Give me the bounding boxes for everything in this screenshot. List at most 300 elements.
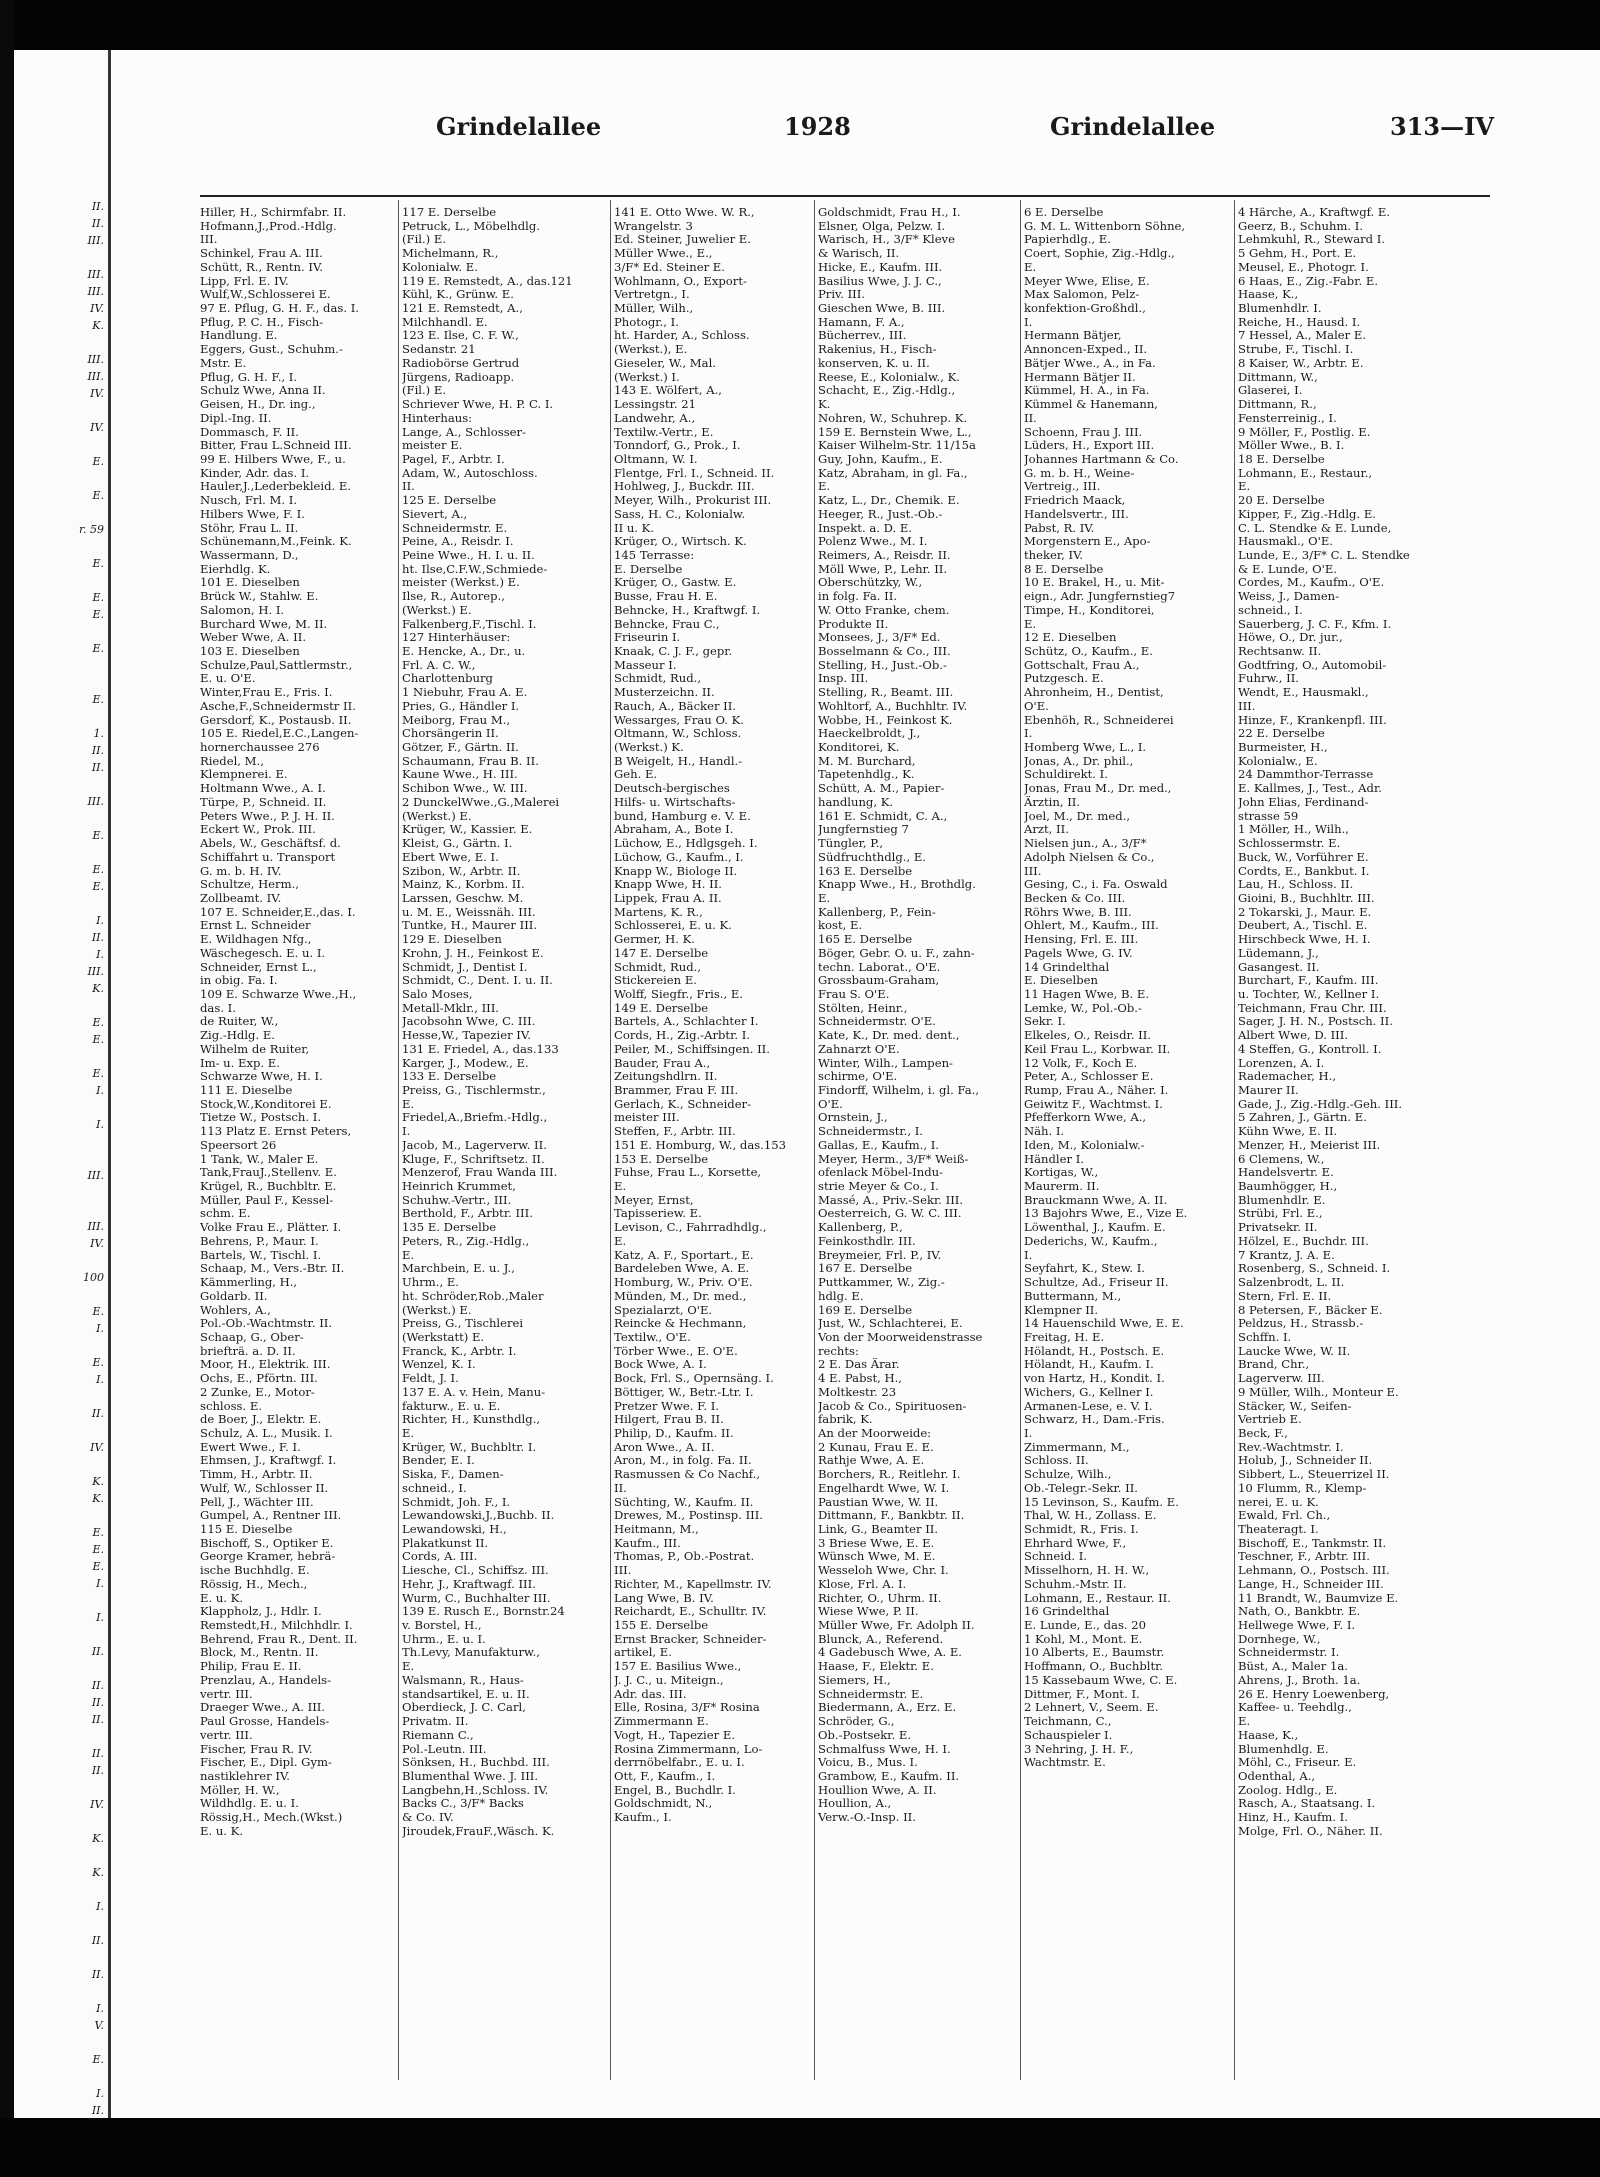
directory-entry: Schuldirekt. I. bbox=[1024, 768, 1108, 782]
prev-page-fragment: I. bbox=[96, 1577, 104, 1590]
directory-entry: Hiller, H., Schirmfabr. II. bbox=[200, 206, 347, 219]
prev-page-fragment: I. bbox=[96, 914, 104, 927]
directory-entry: in obig. Fa. I. bbox=[200, 974, 278, 988]
directory-entry: Rademacher, H., bbox=[1238, 1070, 1337, 1084]
directory-entry: Schneid. I. bbox=[1024, 1550, 1087, 1564]
prev-page-fragment: I. bbox=[96, 1611, 104, 1624]
directory-entry: Adam, W., Autoschloss. bbox=[402, 466, 538, 480]
directory-entry: Pflug, P. C. H., Fisch- bbox=[200, 315, 324, 329]
directory-entry: Fischer, Frau R. IV. bbox=[200, 1742, 313, 1756]
directory-entry: Ewert Wwe., F. I. bbox=[200, 1440, 301, 1454]
directory-entry: M. M. Burchard, bbox=[818, 754, 916, 768]
directory-entry: Schaap, M., Vers.-Btr. II. bbox=[200, 1262, 345, 1276]
directory-entry: Schffn. I. bbox=[1238, 1330, 1292, 1344]
directory-entry: Bücherrev., III. bbox=[818, 329, 907, 343]
directory-entry: Winter,Frau E., Fris. I. bbox=[200, 686, 333, 700]
directory-entry: Becken & Co. III. bbox=[1024, 891, 1126, 905]
directory-entry: 103 E. Dieselben bbox=[200, 645, 300, 658]
directory-entry: Dommasch, F. II. bbox=[200, 425, 299, 439]
directory-entry: schneid., I. bbox=[402, 1481, 467, 1495]
directory-entry: Rasch, A., Staatsang. I. bbox=[1238, 1797, 1376, 1811]
directory-entry: Lohmann, E., Restaur., bbox=[1238, 466, 1373, 480]
column-5 bbox=[1024, 206, 1222, 2086]
directory-entry: Timpe, H., Konditorei, bbox=[1024, 603, 1155, 617]
directory-entry: Eckert W., Prok. III. bbox=[200, 823, 316, 837]
directory-entry: Wrangelstr. 3 bbox=[614, 219, 693, 233]
directory-entry: (Fil.) E. bbox=[402, 384, 447, 398]
directory-entry: (Werkstatt) E. bbox=[402, 1330, 485, 1344]
prev-page-fragment: II. bbox=[91, 1696, 104, 1709]
directory-entry: III. bbox=[614, 1564, 632, 1578]
prev-page-fragment: II. bbox=[91, 2104, 104, 2117]
directory-entry: Privatm. II. bbox=[402, 1715, 469, 1729]
directory-entry: Wohlers, A., bbox=[200, 1303, 271, 1317]
directory-entry: 2 Tokarski, J., Maur. E. bbox=[1238, 905, 1372, 919]
directory-entry: Buck, W., Vorführer E. bbox=[1238, 850, 1369, 864]
directory-entry: 161 E. Schmidt, C. A., bbox=[818, 809, 948, 823]
directory-entry: Mstr. E. bbox=[200, 356, 247, 370]
directory-entry: Dittmer, F., Mont. I. bbox=[1024, 1687, 1140, 1701]
directory-entry: Lüders, H., Export III. bbox=[1024, 439, 1155, 453]
directory-entry: Armanen-Lese, e. V. I. bbox=[1024, 1399, 1153, 1413]
directory-entry: Seyfahrt, K., Stew. I. bbox=[1024, 1262, 1145, 1276]
directory-entry: Wulf, W., Schlosser II. bbox=[200, 1481, 329, 1495]
directory-entry: Pagels Wwe, G. IV. bbox=[1024, 946, 1133, 960]
directory-entry: (Werkst.) E. bbox=[402, 1303, 472, 1317]
directory-entry: Tapisseriew. E. bbox=[614, 1207, 702, 1221]
directory-entry: Riedel, M., bbox=[200, 754, 264, 768]
directory-entry: Borchers, R., Reitlehr. I. bbox=[818, 1468, 961, 1482]
directory-entry: Händler I. bbox=[1024, 1152, 1084, 1166]
directory-entry: 2 Kunau, Frau E. E. bbox=[818, 1440, 934, 1454]
directory-entry: 15 Levinson, S., Kaufm. E. bbox=[1024, 1495, 1179, 1509]
directory-entry: Möller, H. W., bbox=[200, 1783, 280, 1797]
directory-entry: Schaap, G., Ober- bbox=[200, 1330, 304, 1344]
scan-border-bottom bbox=[0, 2118, 1600, 2177]
directory-entry: Klappholz, J., Hdlr. I. bbox=[200, 1605, 322, 1619]
directory-entry: 155 E. Derselbe bbox=[614, 1619, 709, 1633]
prev-page-fragment: II. bbox=[91, 1968, 104, 1981]
directory-entry: III. bbox=[1238, 699, 1256, 713]
directory-entry: Arzt, II. bbox=[1024, 823, 1069, 837]
directory-entry: Philip, D., Kaufm. II. bbox=[614, 1426, 734, 1440]
directory-entry: Schmidt, Joh. F., I. bbox=[402, 1495, 511, 1509]
directory-entry: Bardeleben Wwe, A. E. bbox=[614, 1262, 750, 1276]
directory-entry: Kümmel, H. A., in Fa. bbox=[1024, 384, 1150, 398]
directory-entry: Oberdieck, J. C. Carl, bbox=[402, 1701, 526, 1715]
directory-entry: Blumenhdlr. E. bbox=[1238, 1193, 1326, 1207]
directory-entry: (Werkst.) K. bbox=[614, 741, 684, 755]
directory-entry: 113 Platz E. Ernst Peters, bbox=[200, 1125, 352, 1139]
directory-entry: K. bbox=[818, 398, 831, 412]
directory-entry: 1 Möller, H., Wilh., bbox=[1238, 823, 1349, 837]
directory-entry: Kaufm., III. bbox=[614, 1536, 681, 1550]
header-year: 1928 bbox=[784, 112, 851, 141]
directory-entry: Hehr, J., Kraftwagf. III. bbox=[402, 1577, 536, 1591]
directory-entry: Buttermann, M., bbox=[1024, 1289, 1122, 1303]
directory-entry: Plakatkunst II. bbox=[402, 1536, 489, 1550]
scan-border-top bbox=[0, 0, 1600, 50]
directory-entry: 99 E. Hilbers Wwe, F., u. bbox=[200, 452, 346, 466]
directory-entry: konserven, K. u. II. bbox=[818, 356, 930, 370]
prev-page-fragment: E. bbox=[92, 693, 104, 706]
directory-entry: 119 E. Remstedt, A., das.121 bbox=[402, 274, 573, 288]
directory-entry: 163 E. Derselbe bbox=[818, 864, 913, 878]
directory-entry: Knaak, C. J. F., gepr. bbox=[614, 645, 733, 658]
directory-entry: Bischoff, E., Tankmstr. II. bbox=[1238, 1536, 1387, 1550]
directory-entry: Kühl, K., Grünw. E. bbox=[402, 288, 514, 302]
directory-entry: Rasmussen & Co Nachf., bbox=[614, 1468, 761, 1482]
directory-entry: Zollbeamt. IV. bbox=[200, 891, 282, 905]
directory-entry: Annoncen-Exped., II. bbox=[1024, 343, 1148, 357]
directory-entry: Kleist, G., Gärtn. I. bbox=[402, 837, 513, 851]
directory-entry: Friedel,A.,Briefm.-Hdlg., bbox=[402, 1111, 548, 1125]
directory-entry: das. I. bbox=[200, 1001, 236, 1015]
directory-entry: E. bbox=[402, 1426, 415, 1440]
directory-entry: ht. Ilse,C.F.W.,Schmiede- bbox=[402, 562, 548, 576]
directory-entry: Karger, J., Modew., E. bbox=[402, 1056, 529, 1070]
directory-entry: Theateragt. I. bbox=[1238, 1523, 1319, 1536]
directory-entry: Cordes, M., Kaufm., O'E. bbox=[1238, 576, 1385, 590]
prev-page-fragment: E. bbox=[92, 591, 104, 604]
prev-page-fragment: II. bbox=[91, 744, 104, 757]
directory-entry: Oltmann, W., Schloss. bbox=[614, 727, 742, 741]
directory-entry: 157 E. Basilius Wwe., bbox=[614, 1660, 742, 1674]
directory-entry: Böger, Gebr. O. u. F., zahn- bbox=[818, 946, 975, 960]
prev-page-fragment: E. bbox=[92, 1543, 104, 1556]
directory-entry: Kaffee- u. Teehdlg., bbox=[1238, 1701, 1352, 1715]
directory-entry: Tuntke, H., Maurer III. bbox=[402, 919, 538, 933]
directory-entry: Jacobsohn Wwe, C. III. bbox=[402, 1015, 536, 1029]
directory-entry: Pagel, F., Arbtr. I. bbox=[402, 452, 505, 466]
directory-entry: 11 Brandt, W., Baumvize E. bbox=[1238, 1591, 1399, 1605]
directory-entry: 145 Terrasse: bbox=[614, 548, 695, 562]
directory-entry: Richter, M., Kapellmstr. IV. bbox=[614, 1577, 772, 1591]
directory-entry: Meusel, E., Photogr. I. bbox=[1238, 260, 1369, 274]
prev-page-fragment: E. bbox=[92, 1560, 104, 1573]
directory-entry: Burchard Wwe, M. II. bbox=[200, 617, 328, 631]
directory-entry: Wassermann, D., bbox=[200, 548, 299, 562]
directory-entry: 5 Gehm, H., Port. E. bbox=[1238, 247, 1357, 261]
directory-entry: Spezialarzt, O'E. bbox=[614, 1303, 713, 1317]
directory-entry: Eierhdlg. K. bbox=[200, 562, 271, 576]
directory-entry: 4 Steffen, G., Kontroll. I. bbox=[1238, 1042, 1382, 1056]
directory-entry: Misselhorn, H. H. W., bbox=[1024, 1564, 1150, 1578]
directory-entry: Wesseloh Wwe, Chr. I. bbox=[818, 1564, 949, 1578]
directory-entry: Ahrens, J., Broth. 1a. bbox=[1238, 1673, 1361, 1687]
directory-entry: 143 E. Wölfert, A., bbox=[614, 384, 722, 398]
directory-entry: Weiss, J., Damen- bbox=[1238, 590, 1340, 604]
directory-entry: Pretzer Wwe. F. I. bbox=[614, 1399, 720, 1413]
directory-entry: Pries, G., Händler I. bbox=[402, 699, 520, 713]
directory-entry: Lewandowski,J.,Buchb. II. bbox=[402, 1509, 555, 1523]
directory-entry: Friedrich Maack, bbox=[1024, 494, 1126, 508]
directory-entry: Zahnarzt O'E. bbox=[818, 1042, 900, 1056]
directory-entry: 4 E. Pabst, H., bbox=[818, 1372, 902, 1386]
directory-entry: Baumhögger, H., bbox=[1238, 1180, 1338, 1194]
directory-entry: Ehrhard Wwe, F., bbox=[1024, 1536, 1127, 1550]
prev-page-fragment: II. bbox=[91, 200, 104, 213]
directory-entry: Gottschalt, Frau A., bbox=[1024, 658, 1140, 672]
directory-entry: Tonndorf, G., Prok., I. bbox=[614, 439, 741, 453]
directory-entry: rechts: bbox=[818, 1344, 859, 1358]
directory-entry: Müller, Paul F., Kessel- bbox=[200, 1193, 334, 1207]
directory-entry: Massé, A., Priv.-Sekr. III. bbox=[818, 1193, 964, 1207]
directory-entry: Schütt, R., Rentn. IV. bbox=[200, 260, 324, 274]
directory-entry: Törber Wwe., E. O'E. bbox=[614, 1344, 738, 1358]
directory-entry: Von der Moorweidenstrasse bbox=[818, 1330, 983, 1344]
directory-entry: Bauder, Frau A., bbox=[614, 1056, 711, 1070]
directory-entry: Kipper, F., Zig.-Hdlg. E. bbox=[1238, 507, 1376, 521]
directory-entry: 7 Krantz, J. A. E. bbox=[1238, 1248, 1335, 1262]
directory-entry: Schultze, Ad., Friseur II. bbox=[1024, 1276, 1169, 1290]
directory-entry: Milchhandl. E. bbox=[402, 315, 488, 329]
directory-entry: techn. Laborat., O'E. bbox=[818, 960, 941, 974]
directory-entry: Zimmermann, M., bbox=[1024, 1440, 1130, 1454]
directory-entry: Hirschbeck Wwe, H. I. bbox=[1238, 933, 1371, 947]
directory-entry: Textilw., O'E. bbox=[614, 1330, 691, 1344]
directory-entry: Verw.-O.-Insp. II. bbox=[818, 1811, 916, 1825]
directory-entry: 159 E. Bernstein Wwe, L., bbox=[818, 425, 972, 439]
directory-entry: Vertrieb E. bbox=[1238, 1413, 1302, 1427]
directory-entry: Behncke, H., Kraftwgf. I. bbox=[614, 603, 761, 617]
directory-entry: Photogr., I. bbox=[614, 315, 679, 329]
directory-entry: Beck, F., bbox=[1238, 1426, 1288, 1440]
directory-entry: Biedermann, A., Erz. E. bbox=[818, 1701, 957, 1715]
directory-entry: Katz, Abraham, in gl. Fa., bbox=[818, 466, 968, 480]
directory-entry: strasse 59 bbox=[1238, 809, 1299, 823]
directory-entry: de Ruiter, W., bbox=[200, 1015, 279, 1029]
directory-entry: Tietze W., Postsch. I. bbox=[200, 1111, 322, 1125]
directory-entry: Dederichs, W., Kaufm., bbox=[1024, 1234, 1158, 1248]
directory-entry: Kühn Wwe, E. II. bbox=[1238, 1125, 1338, 1139]
directory-entry: Just, W., Schlachterei, E. bbox=[818, 1317, 963, 1331]
directory-entry: Burmeister, H., bbox=[1238, 741, 1328, 755]
directory-entry: Richter, H., Kunsthdlg., bbox=[402, 1413, 541, 1427]
directory-entry: Behncke, Frau C., bbox=[614, 617, 720, 631]
directory-entry: 169 E. Derselbe bbox=[818, 1303, 913, 1317]
directory-entry: Godtfring, O., Automobil- bbox=[1238, 658, 1387, 672]
directory-entry: Preiss, G., Tischlerei bbox=[402, 1317, 524, 1331]
directory-entry: Behrend, Frau R., Dent. II. bbox=[200, 1632, 358, 1646]
directory-entry: Hinze, F., Krankenpfl. III. bbox=[1238, 713, 1387, 727]
directory-entry: 101 E. Dieselben bbox=[200, 576, 300, 590]
directory-entry: Behrens, P., Maur. I. bbox=[200, 1234, 319, 1248]
directory-entry: Preiss, G., Tischlermstr., bbox=[402, 1084, 546, 1097]
prev-page-fragment: IV. bbox=[90, 421, 104, 434]
directory-entry: Rössig,H., Mech.(Wkst.) bbox=[200, 1811, 343, 1825]
directory-entry: 18 E. Derselbe bbox=[1238, 452, 1325, 466]
scan-border-left bbox=[0, 0, 14, 2177]
prev-page-fragment: IV. bbox=[90, 387, 104, 400]
prev-page-fragment: II. bbox=[91, 1713, 104, 1726]
column-2 bbox=[402, 206, 600, 2086]
directory-entry: Wünsch Wwe, M. E. bbox=[818, 1550, 936, 1564]
directory-entry: Houllion Wwe, A. II. bbox=[818, 1783, 937, 1797]
prev-page-fragment: II. bbox=[91, 217, 104, 230]
directory-entry: Produkte II. bbox=[818, 617, 889, 631]
directory-entry: Liesche, Cl., Schiffsz. III. bbox=[402, 1564, 549, 1578]
directory-entry: Germer, H. K. bbox=[614, 933, 695, 947]
directory-entry: Homberg Wwe, L., I. bbox=[1024, 741, 1147, 755]
directory-entry: Goldarb. II. bbox=[200, 1289, 268, 1303]
directory-entry: 137 E. A. v. Hein, Manu- bbox=[402, 1385, 546, 1399]
directory-entry: 107 E. Schneider,E.,das. I. bbox=[200, 905, 356, 919]
directory-entry: 139 E. Rusch E., Bornstr.24 bbox=[402, 1605, 565, 1619]
directory-entry: Rump, Frau A., Näher. I. bbox=[1024, 1084, 1169, 1097]
directory-entry: Gallas, E., Kaufm., I. bbox=[818, 1138, 939, 1152]
directory-entry: Ornstein, J., bbox=[818, 1111, 888, 1125]
directory-entry: E. bbox=[818, 891, 831, 905]
directory-entry: Blumenhdlr. I. bbox=[1238, 302, 1322, 316]
directory-entry: (Werkst.), E. bbox=[614, 343, 688, 357]
directory-entry: schm. E. bbox=[200, 1207, 251, 1221]
directory-entry: 167 E. Derselbe bbox=[818, 1262, 913, 1276]
directory-entry: Gasangest. II. bbox=[1238, 960, 1320, 974]
directory-entry: Dittmann, W., bbox=[1238, 370, 1318, 384]
directory-entry: Joel, M., Dr. med., bbox=[1024, 809, 1131, 823]
directory-entry: Ebenhöh, R., Schneiderei bbox=[1024, 713, 1174, 727]
directory-entry: Kallenberg, P., bbox=[818, 1221, 903, 1235]
directory-entry: Peters Wwe., P. J. H. II. bbox=[200, 809, 335, 823]
directory-entry: Levison, C., Fahrradhdlg., bbox=[614, 1221, 767, 1235]
directory-entry: Jiroudek,FrauF.,Wäsch. K. bbox=[402, 1824, 555, 1838]
directory-entry: Moor, H., Elektrik. III. bbox=[200, 1358, 331, 1372]
directory-entry: 133 E. Derselbe bbox=[402, 1070, 497, 1084]
directory-entry: Schneidermstr. O'E. bbox=[818, 1015, 936, 1029]
directory-entry: Szibon, W., Arbtr. II. bbox=[402, 864, 521, 878]
directory-entry: Hilbers Wwe, F. I. bbox=[200, 507, 305, 521]
directory-entry: Schauspieler I. bbox=[1024, 1728, 1113, 1742]
directory-entry: G. m. b. H. IV. bbox=[200, 864, 282, 878]
directory-entry: II. bbox=[402, 480, 415, 494]
directory-entry: Schütz, O., Kaufm., E. bbox=[1024, 645, 1153, 658]
directory-entry: konfektion-Großhdl., bbox=[1024, 302, 1146, 316]
directory-entry: Stölten, Heinr., bbox=[818, 1001, 908, 1015]
previous-page-edge bbox=[14, 50, 111, 2118]
directory-entry: Im- u. Exp. E. bbox=[200, 1056, 280, 1070]
directory-entry: Konditorei, K. bbox=[818, 741, 900, 755]
prev-page-fragment: E. bbox=[92, 2053, 104, 2066]
directory-entry: Hensing, Frl. E. III. bbox=[1024, 933, 1139, 947]
directory-entry: Puttkammer, W., Zig.- bbox=[818, 1276, 945, 1290]
header-rule bbox=[200, 195, 1490, 197]
directory-entry: Handlung. E. bbox=[200, 329, 278, 343]
directory-entry: 5 Zahren, J., Gärtn. E. bbox=[1238, 1111, 1367, 1125]
directory-entry: Hermann Bätjer II. bbox=[1024, 370, 1136, 384]
directory-entry: Wohltorf, A., Buchhltr. IV. bbox=[818, 699, 968, 713]
directory-entry: Walsmann, R., Haus- bbox=[402, 1673, 524, 1687]
prev-page-fragment: III. bbox=[87, 268, 104, 281]
directory-entry: Textilw.-Vertr., E. bbox=[614, 425, 714, 439]
directory-entry: Kluge, F., Schriftsetz. II. bbox=[402, 1152, 545, 1166]
directory-entry: & Warisch, II. bbox=[818, 247, 900, 261]
directory-entry: Schröder, G., bbox=[818, 1715, 895, 1729]
directory-entry: Meyer, Ernst, bbox=[614, 1193, 694, 1207]
directory-entry: J. J. C., u. Miteign., bbox=[614, 1673, 724, 1687]
directory-entry: Rosenberg, S., Schneid. I. bbox=[1238, 1262, 1391, 1276]
directory-entry: 9 Möller, F., Postlig. E. bbox=[1238, 425, 1371, 439]
directory-entry: An der Moorweide: bbox=[818, 1426, 932, 1440]
directory-entry: Speersort 26 bbox=[200, 1138, 277, 1152]
directory-entry: Coert, Sophie, Zig.-Hdlg., bbox=[1024, 247, 1175, 261]
directory-entry: Sass, H. C., Kolonialw. bbox=[614, 507, 746, 521]
prev-page-fragment: E. bbox=[92, 489, 104, 502]
directory-entry: E. bbox=[818, 480, 831, 494]
directory-entry: Zeitungshdlrn. II. bbox=[614, 1070, 718, 1084]
directory-entry: E. Dieselben bbox=[1024, 974, 1098, 988]
directory-entry: Strübi, Frl. E., bbox=[1238, 1207, 1323, 1221]
directory-entry: Salzenbrodt, L. II. bbox=[1238, 1276, 1345, 1290]
directory-entry: Martens, K. R., bbox=[614, 905, 703, 919]
directory-entry: Winter, Wilh., Lampen- bbox=[818, 1056, 953, 1070]
directory-entry: Gerlach, K., Schneider- bbox=[614, 1097, 752, 1111]
directory-entry: Nielsen jun., A., 3/F* bbox=[1024, 837, 1147, 851]
directory-entry: Albert Wwe, D. III. bbox=[1238, 1029, 1348, 1043]
directory-entry: Hinterhaus: bbox=[402, 411, 473, 425]
directory-entry: Michelmann, R., bbox=[402, 247, 499, 261]
directory-entry: I. bbox=[402, 1125, 411, 1139]
directory-entry: Kaufm., I. bbox=[614, 1811, 672, 1825]
directory-entry: Busse, Frau H. E. bbox=[614, 590, 718, 604]
directory-entry: Röhrs Wwe, B. III. bbox=[1024, 905, 1132, 919]
directory-entry: III. bbox=[1024, 864, 1042, 878]
directory-entry: 22 E. Derselbe bbox=[1238, 727, 1325, 741]
directory-entry: Ahronheim, H., Dentist, bbox=[1024, 686, 1164, 700]
directory-entry: Schwarz, H., Dam.-Fris. bbox=[1024, 1413, 1165, 1427]
prev-page-fragment: I. bbox=[96, 1118, 104, 1131]
directory-entry: Vertretgn., I. bbox=[614, 288, 690, 302]
directory-entry: Kate, K., Dr. med. dent., bbox=[818, 1029, 960, 1043]
prev-page-fragment: K. bbox=[92, 1492, 104, 1505]
directory-entry: Schlossermstr. E. bbox=[1238, 837, 1341, 851]
directory-entry: Wobbe, H., Feinkost K. bbox=[818, 713, 953, 727]
directory-entry: E. bbox=[1238, 480, 1251, 494]
directory-entry: Lemke, W., Pol.-Ob.- bbox=[1024, 1001, 1142, 1015]
directory-entry: Dipl.-Ing. II. bbox=[200, 411, 272, 425]
prev-page-fragment: E. bbox=[92, 880, 104, 893]
directory-entry: Handelsvertr. E. bbox=[1238, 1166, 1334, 1180]
directory-entry: schneid., I. bbox=[1238, 603, 1303, 617]
directory-entry: 123 E. Ilse, C. F. W., bbox=[402, 329, 519, 343]
directory-entry: Reincke & Hechmann, bbox=[614, 1317, 747, 1331]
directory-entry: Cordts, E., Bankbut. I. bbox=[1238, 864, 1370, 878]
directory-entry: Jacob, M., Lagerverw. II. bbox=[402, 1138, 547, 1152]
directory-entry: Kümmel & Hanemann, bbox=[1024, 398, 1158, 412]
directory-entry: Jacob & Co., Spirituosen- bbox=[818, 1399, 967, 1413]
directory-entry: 127 Hinterhäuser: bbox=[402, 631, 511, 645]
directory-entry: Kolonialw., E. bbox=[1238, 754, 1318, 768]
directory-entry: O'E. bbox=[818, 1097, 843, 1111]
directory-entry: Kinder, Adr. das. I. bbox=[200, 466, 310, 480]
directory-entry: Geh. E. bbox=[614, 768, 658, 782]
directory-entry: Peters, R., Zig.-Hdlg., bbox=[402, 1234, 530, 1248]
directory-entry: E. bbox=[402, 1660, 415, 1674]
directory-entry: Laucke Wwe, W. II. bbox=[1238, 1344, 1351, 1358]
directory-entry: Hicke, E., Kaufm. III. bbox=[818, 260, 943, 274]
directory-entry: Schneider, Ernst L., bbox=[200, 960, 317, 974]
directory-entry: Gieseler, W., Mal. bbox=[614, 356, 716, 370]
directory-entry: Lang Wwe, B. IV. bbox=[614, 1591, 714, 1605]
directory-entry: Monsees, J., 3/F* Ed. bbox=[818, 631, 941, 645]
directory-entry: Brammer, Frau F. III. bbox=[614, 1084, 739, 1097]
prev-page-fragment: III. bbox=[87, 1220, 104, 1233]
directory-entry: Link, G., Beamter II. bbox=[818, 1523, 939, 1536]
prev-page-fragment: V. bbox=[94, 2019, 104, 2032]
directory-entry: vertr. III. bbox=[200, 1687, 253, 1701]
directory-entry: eign., Adr. Jungfernstieg7 bbox=[1024, 590, 1176, 604]
directory-entry: Heitmann, M., bbox=[614, 1523, 699, 1536]
